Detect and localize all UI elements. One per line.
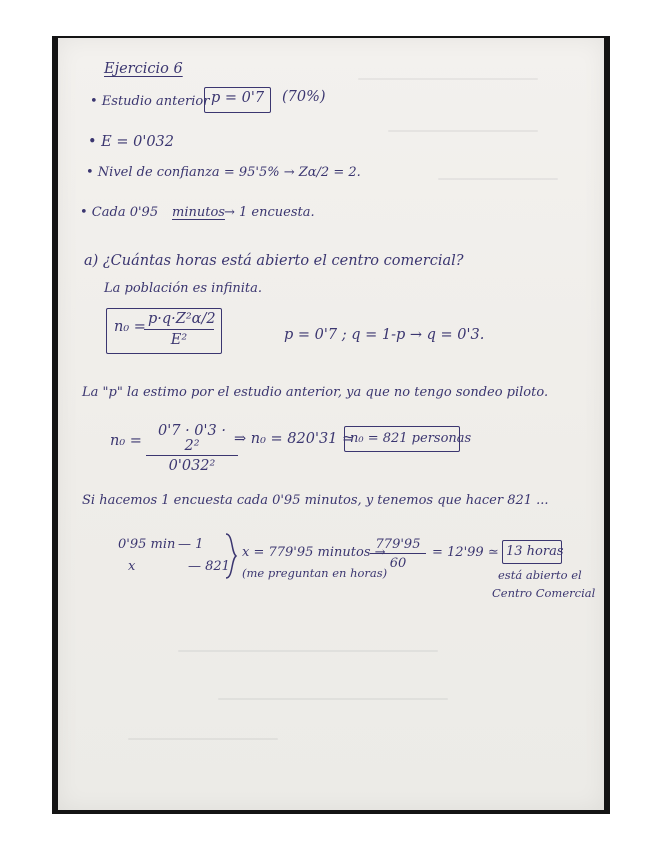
rule-value: = 12'99 ≃ — [432, 545, 499, 560]
paper-sheet — [58, 38, 604, 810]
calc-fraction — [146, 424, 238, 474]
brace-icon — [224, 532, 238, 580]
formula-fraction — [144, 312, 214, 347]
previous-study-label: • Estudio anterior — [90, 94, 210, 109]
p-value: p = 0'7 — [211, 90, 265, 106]
conclusion-line-1: está abierto el — [498, 568, 582, 582]
pq-line: p = 0'7 ; q = 1-p → q = 0'3. — [284, 327, 485, 343]
formula-lhs: n₀ = — [114, 319, 146, 335]
calc-result: ⇒ n₀ = 820'31 ≃ — [234, 431, 355, 447]
survey-line: Si hacemos 1 encuesta cada 0'95 minutos, y tenemos que hacer 821 ... — [82, 493, 549, 508]
hours-note: (me preguntan en horas) — [242, 566, 388, 580]
p-percentage: (70%) — [282, 89, 326, 105]
rule-row1-right: — 1 — [178, 537, 204, 552]
rule-result: x = 779'95 minutos → — [242, 545, 386, 560]
formula-numerator: p·q·Z²α/2 — [144, 312, 214, 330]
each-prefix: • Cada 0'95 — [80, 205, 159, 220]
each-minutes: minutos — [172, 205, 225, 220]
rule-row2-left: x — [128, 559, 136, 574]
calc-lhs: n₀ = — [110, 433, 142, 449]
estimate-note: La "p" la estimo por el estudio anterior, ya que no tengo sondeo piloto. — [82, 385, 549, 400]
calc-numerator: 0'7 · 0'3 · 2² — [146, 424, 238, 456]
rule-row2-right: — 821 — [188, 559, 230, 574]
rule-row1-left: 0'95 min — [118, 537, 176, 552]
calc-boxed-result: n₀ = 821 personas — [350, 431, 472, 446]
confidence-line: • Nivel de confianza = 95'5% → Zα/2 = 2. — [86, 165, 361, 180]
formula-denominator: E² — [170, 331, 188, 348]
error-line: • E = 0'032 — [88, 134, 175, 150]
question-a: a) ¿Cuántas horas está abierto el centro comercial? — [84, 253, 464, 269]
hours-result: 13 horas — [506, 544, 564, 559]
rule-fraction-numerator: 779'95 — [370, 538, 426, 554]
population-note: La población es infinita. — [104, 281, 262, 296]
each-suffix: → 1 encuesta. — [224, 205, 315, 220]
rule-fraction-denominator: 60 — [389, 556, 407, 571]
conclusion-line-2: Centro Comercial — [492, 586, 596, 600]
exercise-title: Ejercicio 6 — [104, 61, 183, 77]
calc-denominator: 0'032² — [168, 458, 216, 474]
